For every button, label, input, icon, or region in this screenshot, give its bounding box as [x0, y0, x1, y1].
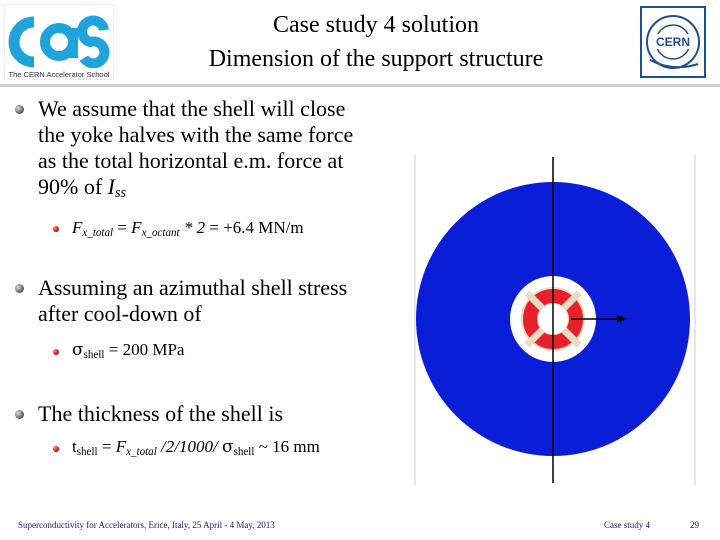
sub-bullet-icon	[53, 226, 59, 232]
formula-shell-thickness: $t_{shell} = F_{x\_total}$ /2/1000/ $\sigma_{shell}$ ~ 16 mm	[72, 437, 320, 458]
cern-logo	[640, 6, 706, 78]
sub-bullet-icon	[53, 349, 59, 355]
current-subscript: ss	[114, 185, 127, 201]
text-line: as the total horizontal e.m. force at	[38, 148, 344, 173]
bullet-icon	[15, 105, 24, 114]
header-divider	[0, 84, 720, 87]
current-symbol: I	[107, 174, 115, 199]
text-line: 90% of $I_{ss}$	[38, 174, 127, 201]
text-line: after cool-down of	[38, 301, 202, 326]
sub-bullet-icon	[53, 446, 59, 452]
cas-logo	[4, 4, 114, 80]
formula-shell-stress: $\sigma_{shell} = 200$ MPa	[72, 340, 185, 361]
title-line-1: Case study 4 solution	[272, 12, 479, 38]
footer-case-study: Case study 4	[604, 520, 650, 530]
footer-page-number: 29	[690, 520, 699, 530]
text-line: the yoke halves with the same force	[38, 122, 354, 147]
bullet-assume-shell	[38, 96, 398, 206]
magnet-cross-section-figure	[413, 155, 698, 485]
cern-logo-text: CERN	[655, 35, 691, 49]
bullet-icon	[15, 284, 24, 293]
slide-title	[120, 8, 632, 76]
header	[0, 0, 720, 84]
bullet-shell-stress	[38, 275, 398, 327]
text-line: We assume that the shell will close	[38, 96, 346, 121]
formula-force-total: $F_{x\_total} = F_{x\_octant} * 2 = +6.4$ MN/m	[72, 218, 304, 239]
bullet-shell-thickness	[38, 401, 398, 427]
title-line-2: Dimension of the support structure	[208, 46, 544, 72]
text-line: The thickness of the shell is	[38, 401, 284, 426]
bullet-icon	[15, 410, 24, 419]
cas-logo-caption: The CERN Accelerator School	[8, 70, 110, 79]
footer-event: Superconductivity for Accelerators, Erice, Italy, 25 April - 4 May, 2013	[18, 520, 275, 530]
text-line: Assuming an azimuthal shell stress	[38, 275, 348, 300]
